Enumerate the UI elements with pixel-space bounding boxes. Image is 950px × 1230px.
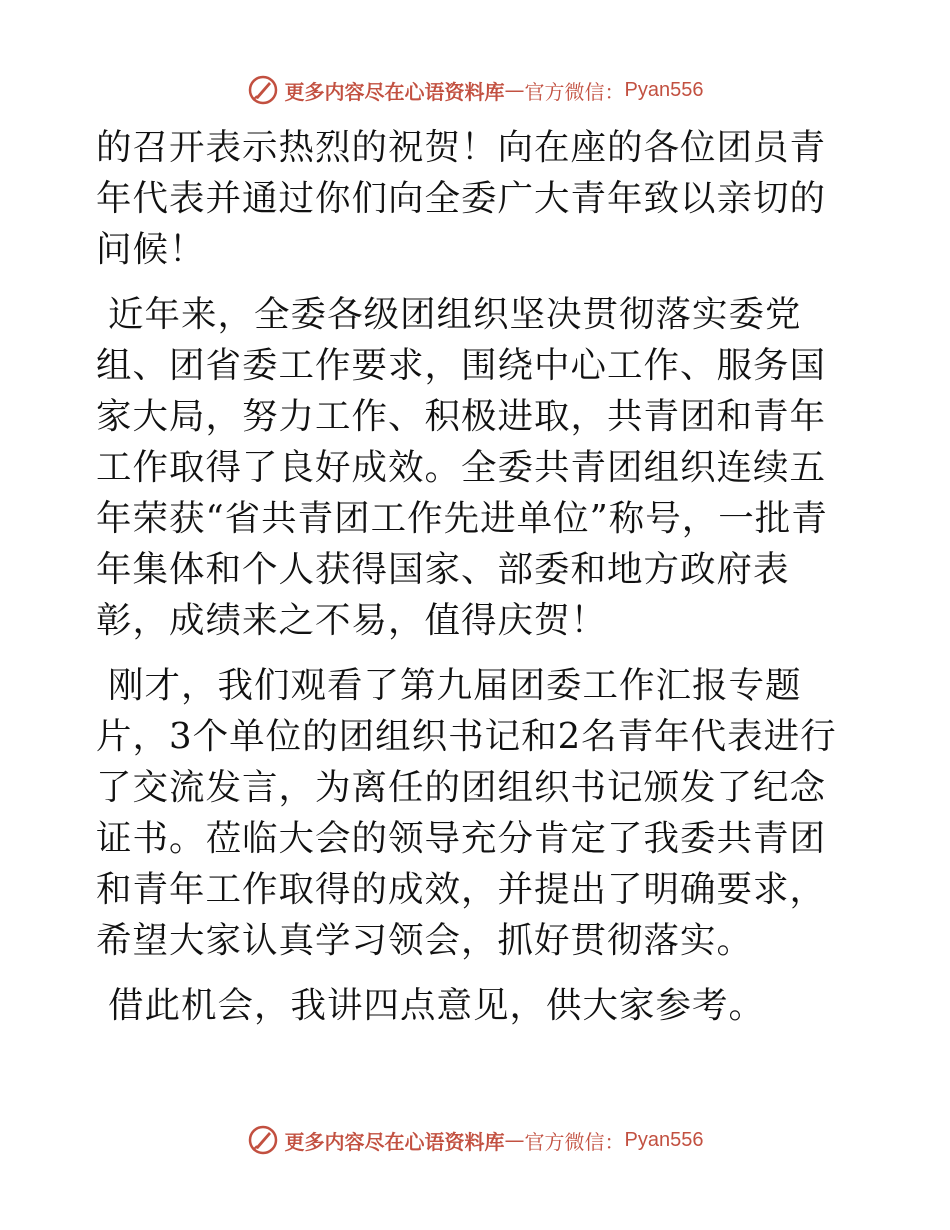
watermark-footer <box>0 1122 950 1158</box>
quill-logo-icon <box>247 1124 279 1156</box>
document-body <box>96 122 856 1045</box>
brand-text: 更多内容尽在心语资料库 <box>284 1129 505 1154</box>
brand-text: 更多内容尽在心语资料库 <box>284 79 505 104</box>
wechat-label: 官方微信： <box>524 1129 625 1154</box>
separator: — <box>504 1128 525 1152</box>
separator: — <box>504 78 525 102</box>
paragraph-3: 刚才，我们观看了第九届团委工作汇报专题片，3个单位的团组织书记和2名青年代表进行了交流发言，为离任的团组织书记颁发了纪念证书。莅临大会的领导充分肯定了我委共青团和青年工作取得的成效，并提出了明确要求，希望大家认真学习领会，抓好贯彻落实。 <box>96 665 837 961</box>
quill-logo-icon <box>247 74 279 106</box>
wechat-account: Pyan556 <box>624 78 704 101</box>
watermark-header <box>0 72 950 108</box>
paragraph-2: 近年来，全委各级团组织坚决贯彻落实委党组、团省委工作要求，围绕中心工作、服务国家大局，努力工作、积极进取，共青团和青年工作取得了良好成效。全委共青团组织连续五年荣获“省共青团工作先进单位”称号，一批青年集体和个人获得国家、部委和地方政府表彰，成绩来之不易，值得庆贺！ <box>96 294 828 641</box>
wechat-label: 官方微信： <box>524 79 625 104</box>
paragraph-1: 的召开表示热烈的祝贺！向在座的各位团员青年代表并通过你们向全委广大青年致以亲切的问候！ <box>96 127 827 270</box>
wechat-account: Pyan556 <box>624 1128 704 1151</box>
paragraph-4: 借此机会，我讲四点意见，供大家参考。 <box>108 985 766 1026</box>
